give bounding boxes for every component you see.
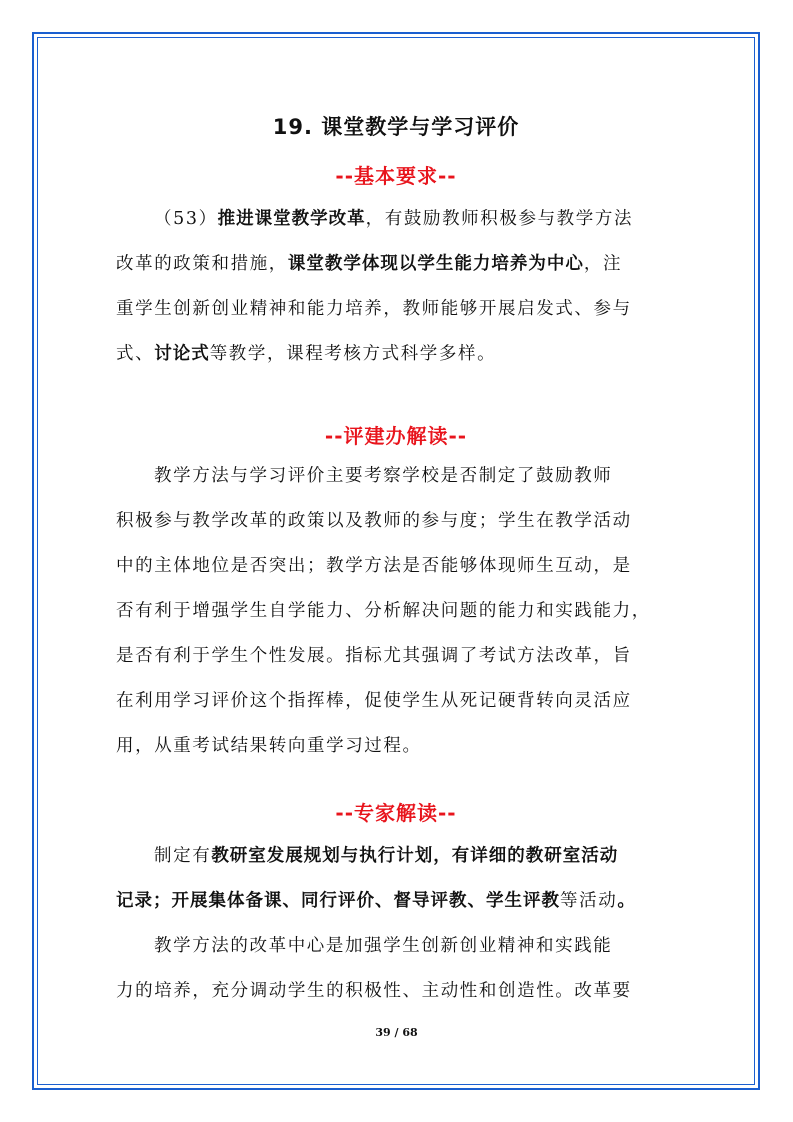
paragraph-line: 在利用学习评价这个指挥棒，促使学生从死记硬背转向灵活应	[116, 691, 632, 711]
paragraph-line	[116, 287, 676, 332]
heading-expert-interpretation: --专家解读--	[335, 801, 457, 825]
body-text: ，注	[583, 254, 623, 274]
heading-basic-requirements: --基本要求--	[335, 164, 457, 188]
emphasis-text: 推进课堂教学改革	[217, 209, 366, 229]
body-text: 力的培养，充分调动学生的积极性、主动性和创造性。改革要	[116, 981, 632, 1001]
paragraph-line	[116, 969, 676, 1014]
emphasis-text: 教研室发展规划与执行计划，有详细的教研室活动	[211, 846, 619, 866]
emphasis-text: 讨论式	[154, 344, 210, 364]
emphasis-text: 课堂教学体现以学生能力培养为中心	[287, 254, 584, 274]
section-evaluation-office	[116, 454, 676, 769]
page-number: 39 / 68	[375, 1026, 418, 1039]
body-text: 教学方法的改革中心是加强学生创新创业精神和实践能	[154, 936, 613, 956]
section-expert-interpretation	[116, 834, 676, 1014]
paragraph-line	[116, 834, 676, 879]
section-basic-requirements	[116, 197, 676, 377]
paragraph-line: 中的主体地位是否突出；教学方法是否能够体现师生互动，是	[116, 556, 632, 576]
paragraph-line: 用，从重考试结果转向重学习过程。	[116, 736, 422, 756]
body-text: 式、	[116, 344, 155, 364]
body-text: 改革的政策和措施，	[116, 254, 288, 274]
emphasis-text: 。	[617, 891, 636, 911]
paragraph-line	[116, 332, 676, 377]
paragraph-line	[116, 197, 676, 242]
paragraph-line: 否有利于增强学生自学能力、分析解决问题的能力和实践能力，	[116, 601, 651, 621]
body-text: 重学生创新创业精神和能力培养，教师能够开展启发式、参与	[116, 299, 632, 319]
paragraph-line: 积极参与教学改革的政策以及教师的参与度；学生在教学活动	[116, 511, 632, 531]
body-text: 制定有	[154, 846, 212, 866]
paragraph-line: 教学方法与学习评价主要考察学校是否制定了鼓励教师	[154, 466, 613, 486]
body-text: ，有鼓励教师积极参与教学方法	[365, 209, 634, 229]
paragraph-line	[116, 879, 676, 924]
paragraph-line	[116, 924, 676, 969]
page-title: 19. 课堂教学与学习评价	[272, 115, 520, 139]
paragraph-line	[116, 242, 676, 287]
body-text: 等活动	[560, 891, 618, 911]
body-text: 等教学，课程考核方式科学多样。	[209, 344, 497, 364]
paragraph-line: 是否有利于学生个性发展。指标尤其强调了考试方法改革，旨	[116, 646, 632, 666]
body-text: （53）	[154, 209, 218, 229]
heading-evaluation-office: --评建办解读--	[324, 424, 468, 448]
emphasis-text: 记录；开展集体备课、同行评价、督导评教、学生评教	[116, 891, 560, 911]
